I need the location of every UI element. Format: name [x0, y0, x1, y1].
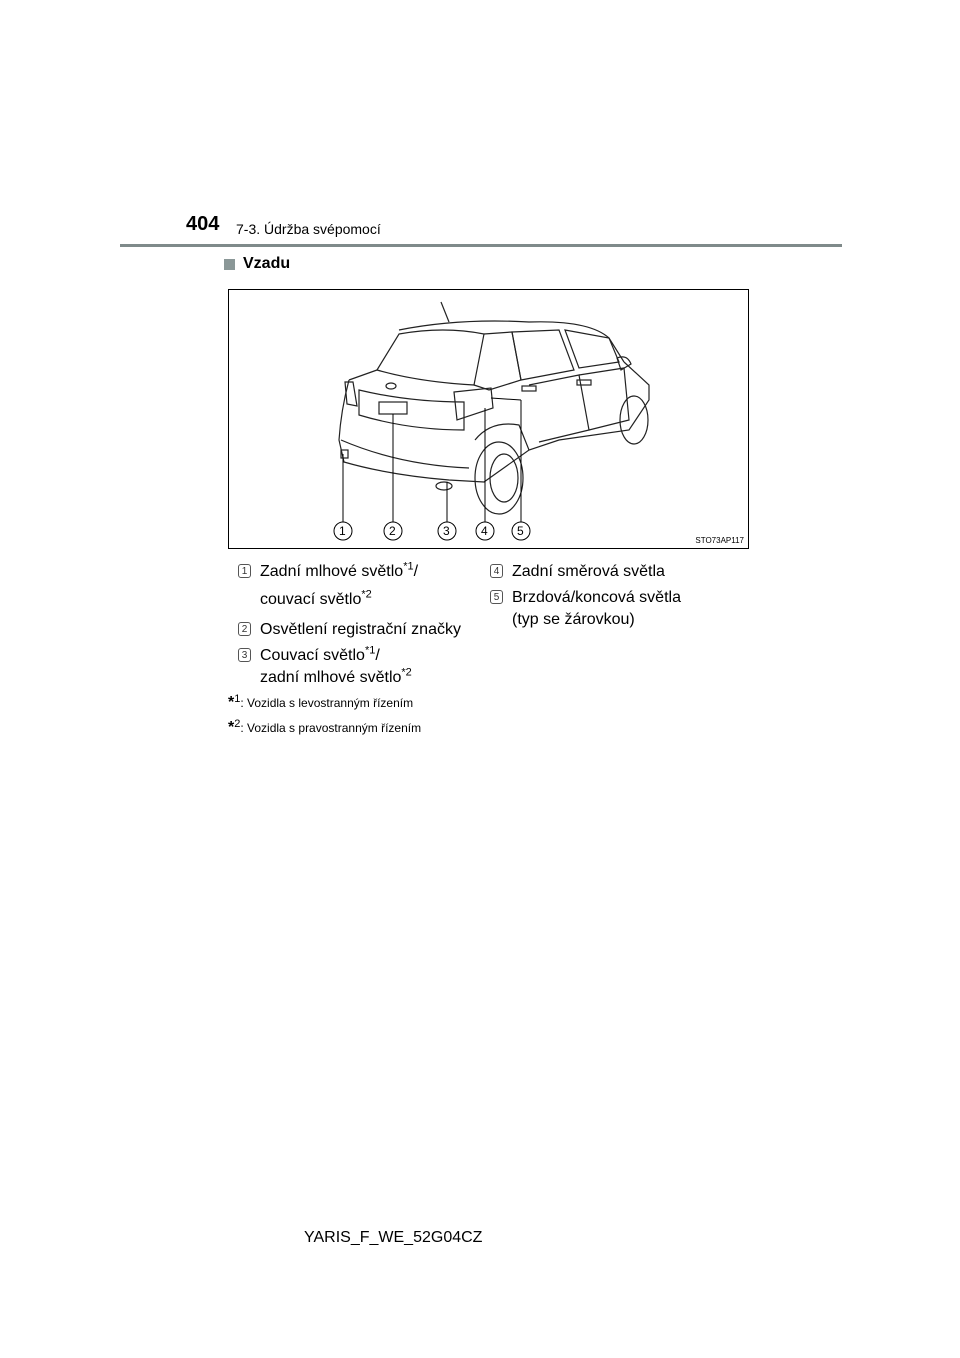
figure-code: STO73AP117 [695, 536, 744, 545]
item-1 [260, 561, 418, 583]
antenna [441, 302, 449, 322]
footnote-2-star: * [228, 719, 235, 736]
item-1-line2: couvací světlo [260, 591, 362, 608]
footer-code: YARIS_F_WE_52G04CZ [304, 1229, 483, 1246]
item-number-1: 1 [238, 564, 251, 578]
rear-window [377, 330, 484, 385]
item-3-line1: Couvací světlo [260, 647, 365, 664]
item-number-3: 3 [238, 648, 251, 662]
car-rear-lights-figure [228, 289, 749, 549]
callout-label-5: 5 [517, 524, 524, 538]
section-heading-text: Vzadu [243, 255, 291, 272]
item-3-line2: zadní mlhové světlo [260, 669, 402, 686]
item-number-5: 5 [490, 590, 503, 604]
footnote-2 [228, 719, 421, 737]
tailgate [359, 390, 464, 430]
item-4-line1: Zadní směrová světla [512, 563, 665, 580]
item-1-sup1: *1 [403, 560, 414, 573]
exhaust [436, 482, 452, 490]
footnote-2-sup: 2 [234, 718, 241, 730]
callout-label-3: 3 [443, 524, 450, 538]
item-3-sup1: *1 [364, 644, 376, 657]
item-5 [512, 587, 681, 609]
item-3-cont [260, 667, 412, 689]
section-heading [224, 255, 290, 273]
item-3 [260, 645, 380, 667]
front-door [579, 368, 629, 430]
footnote-1-star: * [228, 694, 235, 711]
right-tail-light [454, 388, 493, 420]
car-illustration [229, 290, 749, 549]
item-number-4: 4 [490, 564, 503, 578]
item-2-line1: Osvětlení registrační značky [260, 621, 461, 638]
item-1-sup2: *2 [361, 588, 372, 601]
footnote-1 [228, 694, 413, 712]
item-2 [260, 619, 461, 641]
item-5-line2: (typ se žárovkou) [512, 611, 635, 628]
logo [386, 383, 396, 389]
bumper [341, 440, 469, 468]
callout-label-1: 1 [339, 524, 346, 538]
item-4 [512, 561, 665, 583]
chapter-title: 7-3. Údržba svépomocí [236, 221, 381, 237]
rear-handle [522, 386, 536, 391]
left-tail-light [345, 382, 357, 406]
front-handle [577, 380, 591, 385]
roof-outline [399, 321, 624, 362]
item-number-2: 2 [238, 622, 251, 636]
item-1-mid: / [413, 563, 419, 580]
footnote-2-text: : Vozidla s pravostranným řízením [240, 721, 422, 735]
page-number: 404 [186, 213, 220, 235]
front-wheel [620, 396, 648, 444]
square-bullet-icon [224, 259, 235, 270]
callout-label-2: 2 [389, 524, 396, 538]
side-window-rear [512, 330, 574, 380]
item-5-line1: Brzdová/koncová světla [512, 589, 681, 606]
license-plate [379, 402, 407, 414]
item-1-cont [260, 589, 372, 611]
side-window-front [565, 330, 619, 368]
item-3-mid: / [375, 647, 380, 664]
item-3-sup2: *2 [401, 666, 412, 679]
item-1-line1: Zadní mlhové světlo [260, 563, 404, 580]
header-rule [120, 244, 842, 247]
item-5-cont [512, 609, 635, 631]
rear-wheel [475, 442, 523, 514]
footnote-1-sup: 1 [234, 693, 241, 705]
c-pillar [474, 332, 521, 390]
callout-label-4: 4 [481, 524, 488, 538]
footnote-1-text: : Vozidla s levostranným řízením [240, 696, 414, 710]
